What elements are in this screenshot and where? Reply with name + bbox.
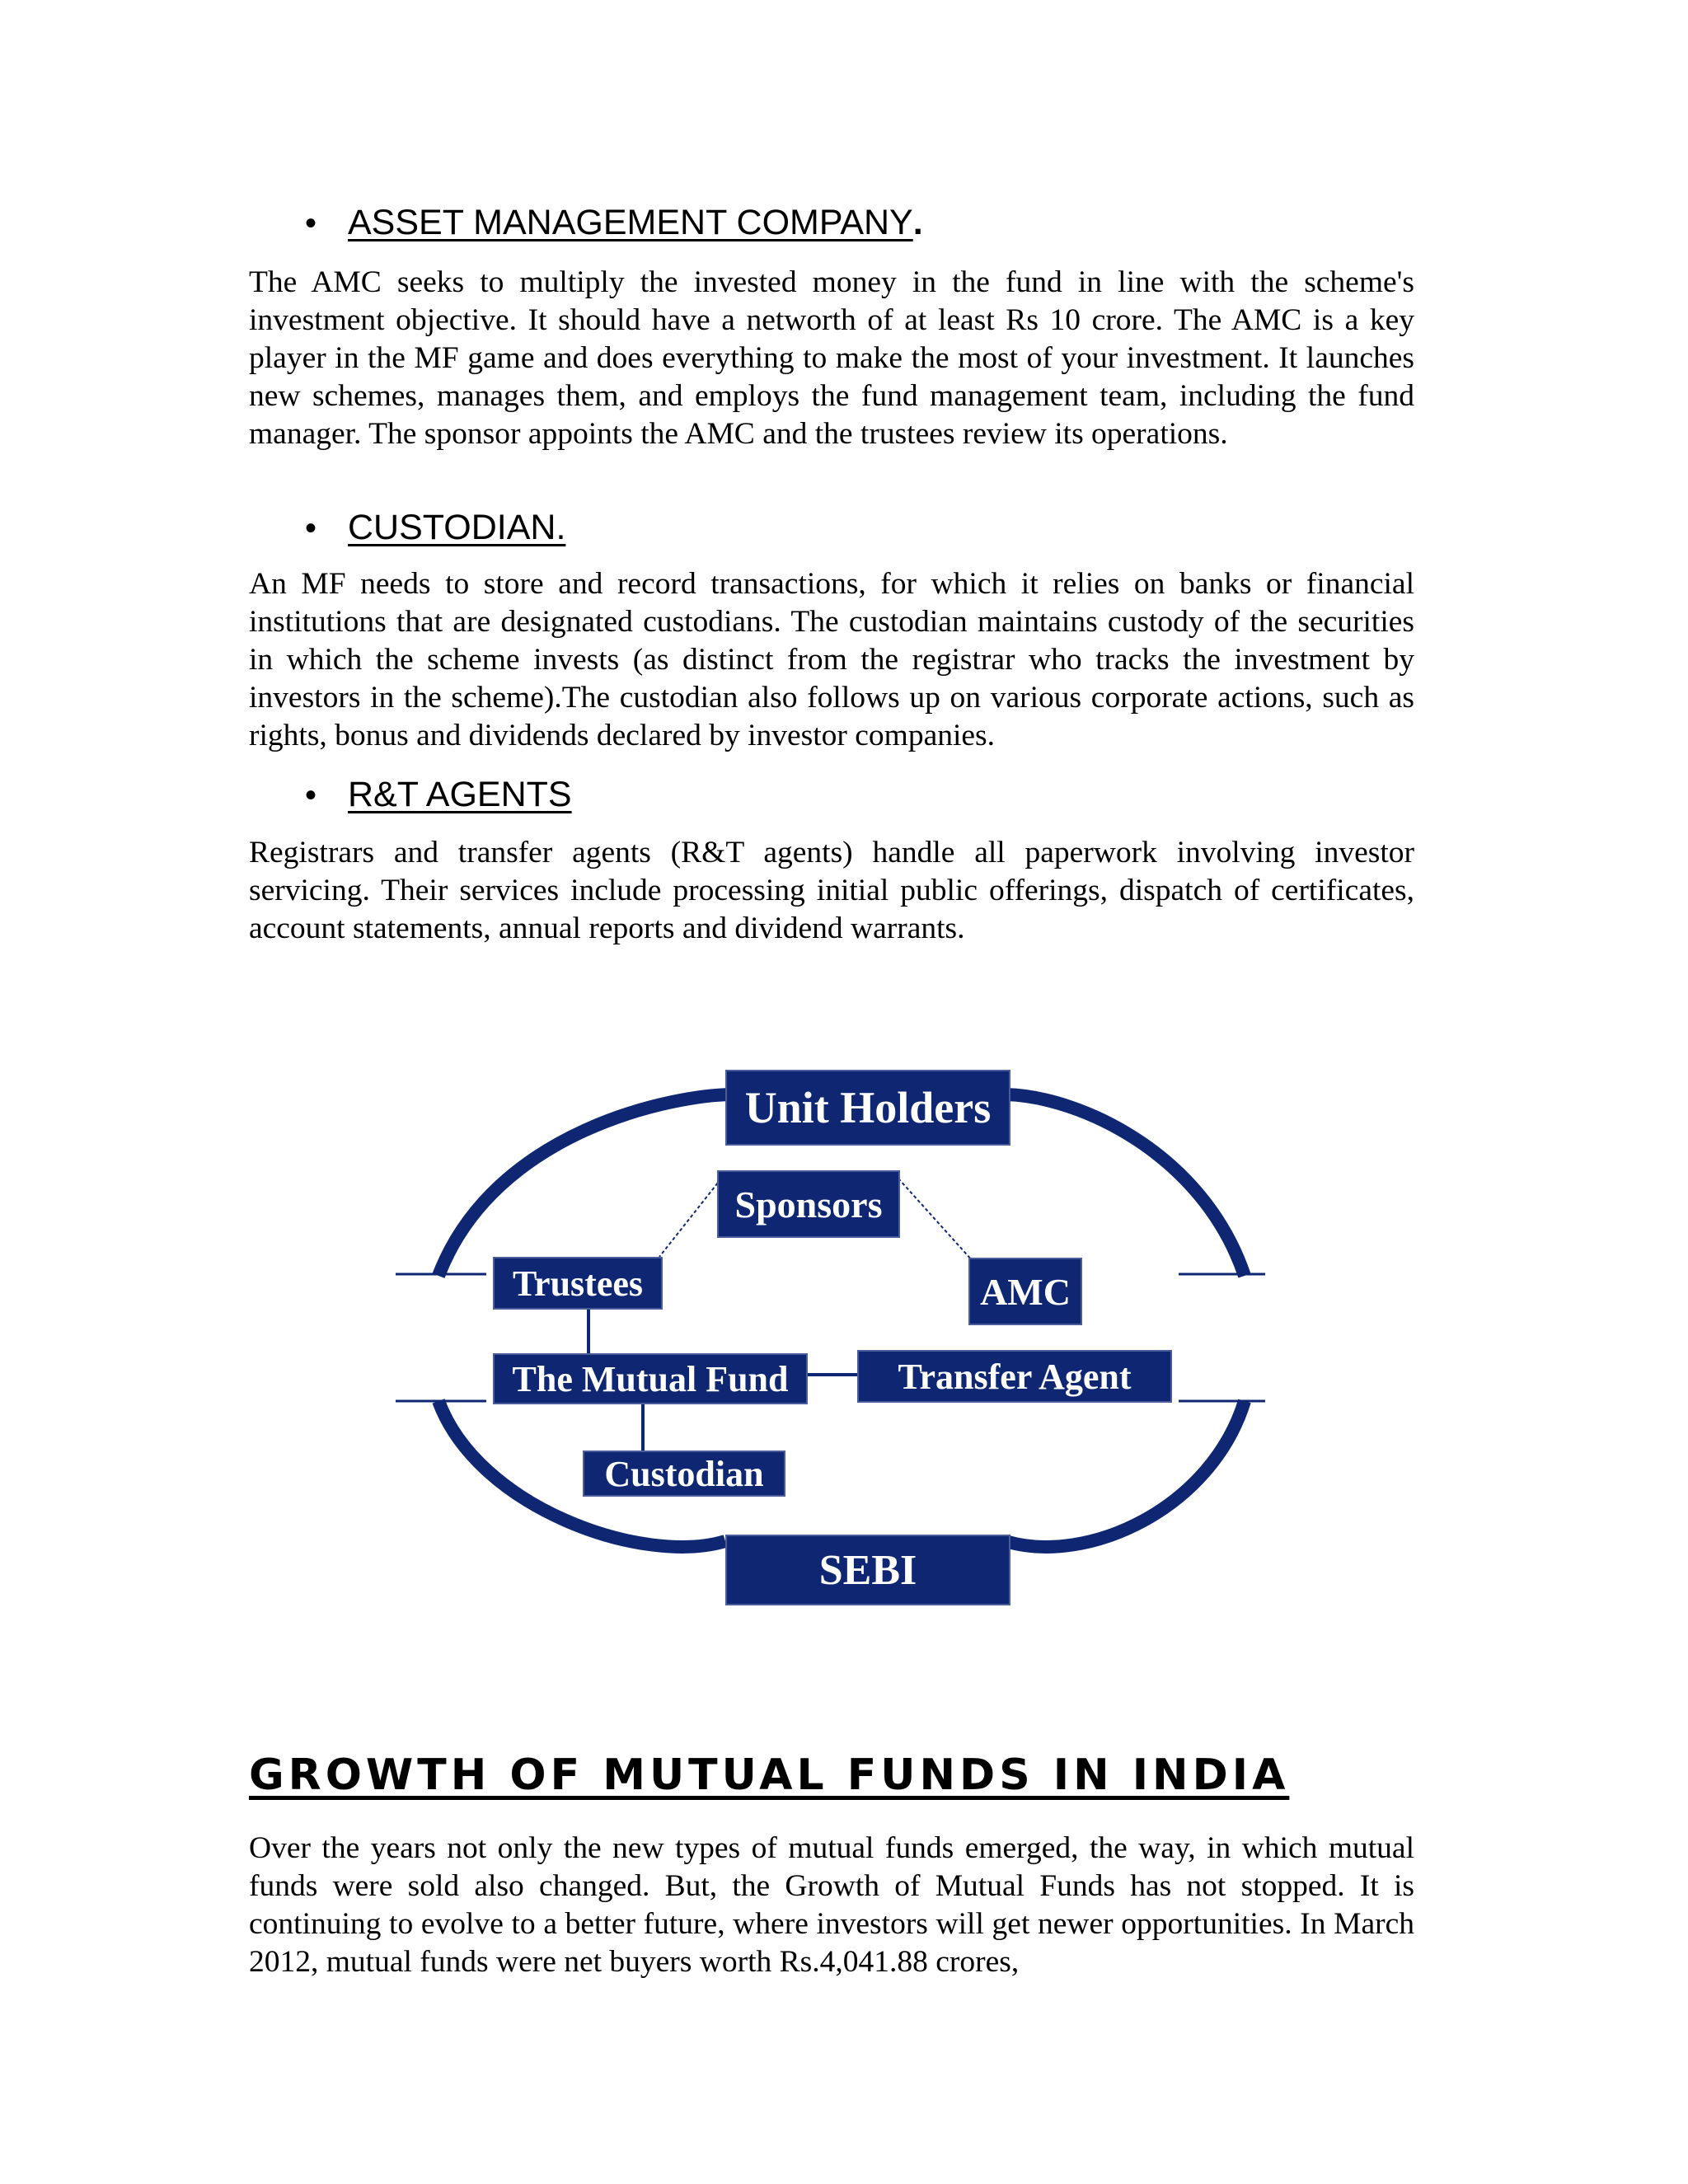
heading-suffix: . <box>912 203 923 242</box>
node-mutual-fund: The Mutual Fund <box>493 1353 808 1404</box>
heading-text: R&T AGENTS <box>348 775 572 814</box>
mutual-fund-structure-diagram <box>396 1063 1269 1615</box>
diagram-lines <box>396 1063 1269 1615</box>
bullet: • <box>305 510 317 546</box>
ring-bottom-arc-right <box>1006 1401 1245 1547</box>
section-heading-rt-agents <box>305 771 572 818</box>
paragraph-rt-agents: Registrars and transfer agents (R&T agents) handle all paperwork involving investor servicing. Their services include processing initial public offerings, dispatch of certificates, account statements, annual reports and dividend warrants. <box>249 836 1414 945</box>
paragraph-custodian: An MF needs to store and record transactions, for which it relies on banks or financial institutions that are designated custodians. The custodian maintains custody of the securities in which the scheme invests (as distinct from the registrar who tracks the investment by investors in the scheme).The custodian also follows up on various corporate actions, such as rights, bonus and dividends declared by investor companies. <box>249 567 1414 752</box>
node-unit-holders: Unit Holders <box>725 1070 1010 1146</box>
node-trustees: Trustees <box>493 1257 663 1310</box>
paragraph-amc: The AMC seeks to multiply the invested money in the fund in line with the scheme's investment objective. It should have a networth of at least Rs 10 crore. The AMC is a key player in the MF game and does everything to make the most of your investment. It launches new schemes, manages them, and employs the fund management team, including the fund manager. The sponsor appoints the AMC and the trustees review its operations. <box>249 265 1414 451</box>
ring-top-arc <box>438 1094 734 1276</box>
connector-sponsors-trustees <box>659 1179 721 1257</box>
bullet: • <box>305 205 317 241</box>
node-transfer-agent: Transfer Agent <box>857 1350 1172 1403</box>
heading-text: ASSET MANAGEMENT COMPANY <box>348 203 913 242</box>
heading-text: CUSTODIAN. <box>348 508 566 547</box>
growth-heading: GROWTH OF MUTUAL FUNDS IN INDIA <box>249 1750 1290 1800</box>
growth-paragraph: Over the years not only the new types of mutual funds emerged, the way, in which mutual funds were sold also changed. But, the Growth of Mutual Funds has not stopped. It is continuing to evolve to a better future, where investors will get newer opportunities. In March 2012, mutual funds were net buyers worth Rs.4,041.88 crores, <box>249 1831 1414 1979</box>
node-sponsors: Sponsors <box>717 1170 900 1238</box>
section-heading-custodian <box>305 504 565 551</box>
node-sebi: SEBI <box>725 1535 1010 1605</box>
section-heading-amc <box>305 199 923 246</box>
bullet: • <box>305 777 317 813</box>
connector-sponsors-amc <box>898 1179 973 1261</box>
node-amc: AMC <box>968 1258 1082 1325</box>
ring-top-arc-right <box>1006 1094 1245 1276</box>
node-custodian: Custodian <box>583 1451 785 1497</box>
